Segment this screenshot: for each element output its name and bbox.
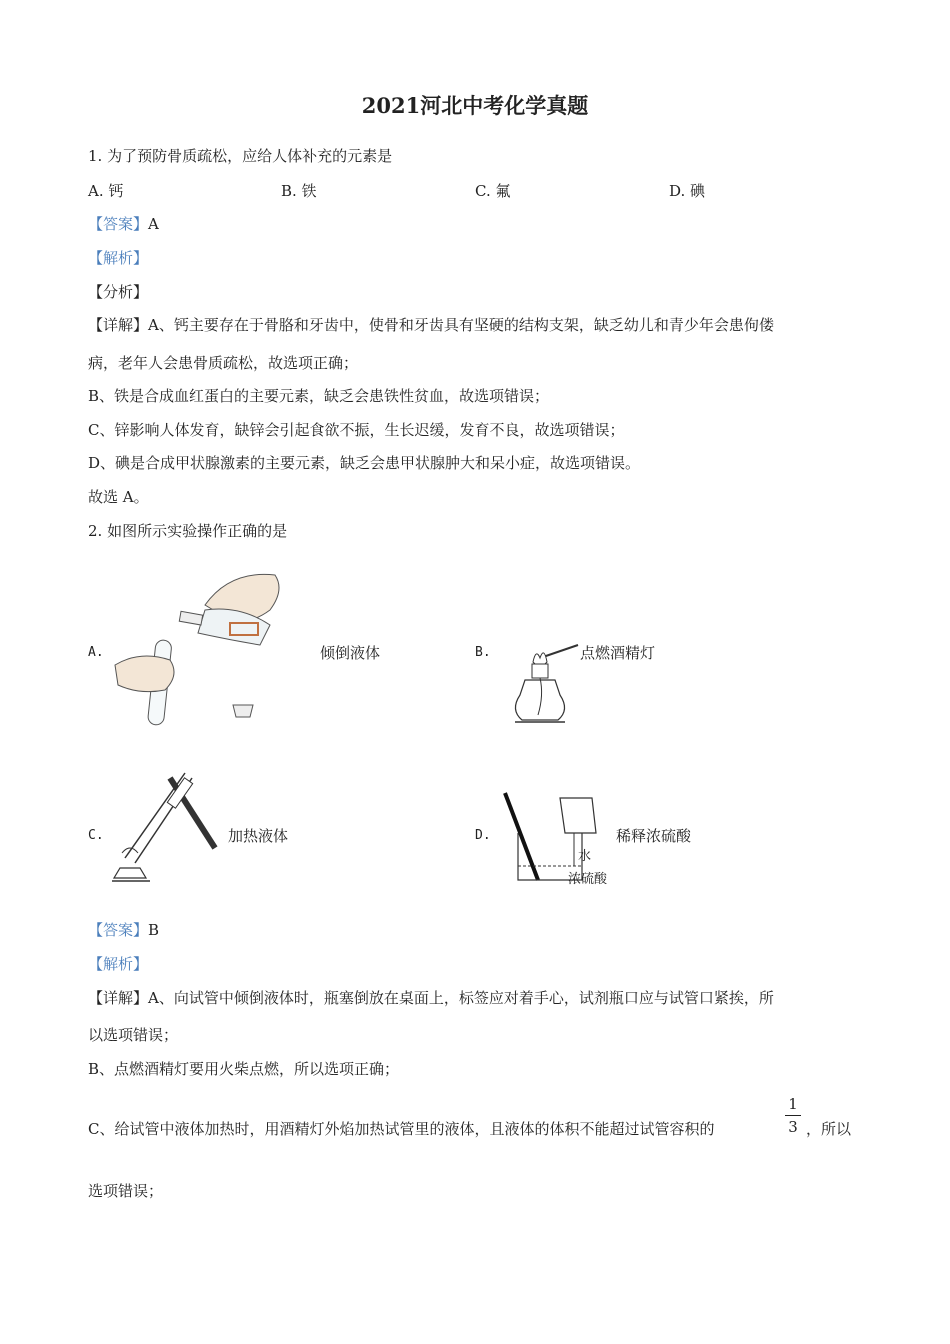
q1-option-a: A. 钙 bbox=[88, 182, 124, 200]
answer-tag: 【答案】 bbox=[88, 921, 149, 939]
q1-detail-line: 【详解】A、钙主要存在于骨胳和牙齿中，使骨和牙齿具有坚硬的结构支架，缺乏幼儿和青少年会患佝偻 bbox=[88, 316, 774, 334]
figure-c-heating-liquid bbox=[110, 768, 225, 888]
q1-option-d: D. 碘 bbox=[669, 182, 706, 200]
q1-detail-line: 故选 A。 bbox=[88, 488, 149, 506]
q2-detail-line: B、点燃酒精灯要用火柴点燃，所以选项正确； bbox=[88, 1060, 400, 1078]
answer-value: A bbox=[148, 215, 159, 233]
figure-b-letter: B. bbox=[475, 645, 491, 660]
q1-option-b: B. 铁 bbox=[281, 182, 317, 200]
q2-detail-line: 【详解】A、向试管中倾倒液体时，瓶塞倒放在桌面上，标签应对着手心，试剂瓶口应与试管口紧挨，所 bbox=[88, 989, 774, 1007]
q1-analysis-tag: 【解析】 bbox=[88, 249, 149, 267]
q1-fenxi-tag: 【分析】 bbox=[88, 283, 149, 301]
fraction-bar bbox=[785, 1115, 801, 1116]
q2-detail-line: 以选项错误； bbox=[88, 1026, 179, 1044]
q1-answer-line bbox=[88, 214, 159, 234]
q1-option-c: C. 氟 bbox=[475, 182, 511, 200]
q2-answer-line bbox=[88, 920, 159, 940]
q1-detail-line: C、锌影响人体发育，缺锌会引起食欲不振，生长迟缓，发育不良，故选项错误； bbox=[88, 421, 625, 439]
figure-b-caption: 点燃酒精灯 bbox=[580, 644, 656, 662]
q2-detail-line-c bbox=[88, 1119, 714, 1139]
figure-d-label-acid: 浓硫酸 bbox=[568, 872, 608, 887]
figure-d-letter: D. bbox=[475, 828, 491, 843]
figure-a-letter: A. bbox=[88, 645, 104, 660]
q2-detail-line-c-cont: 选项错误； bbox=[88, 1182, 164, 1200]
q1-detail-line: B、铁是合成血红蛋白的主要元素，缺乏会患铁性贫血，故选项错误； bbox=[88, 387, 550, 405]
q1-detail-line: D、碘是合成甲状腺激素的主要元素，缺乏会患甲状腺肿大和呆小症，故选项错误。 bbox=[88, 454, 641, 472]
page-title: 2021河北中考化学真题 bbox=[361, 93, 589, 118]
figure-b-alcohol-lamp bbox=[500, 640, 580, 730]
figure-d-caption: 稀释浓硫酸 bbox=[616, 827, 692, 845]
figure-d-label-water: 水 bbox=[578, 849, 592, 864]
q2-line-c-after: ，所以 bbox=[806, 1120, 852, 1138]
q2-analysis-tag: 【解析】 bbox=[88, 955, 149, 973]
answer-value: B bbox=[148, 921, 160, 939]
fraction-numerator: 1 bbox=[788, 1095, 798, 1113]
fraction-one-third bbox=[785, 1095, 801, 1136]
q2-line-c-text: C、给试管中液体加热时，用酒精灯外焰加热试管里的液体，且液体的体积不能超过试管容积的 bbox=[88, 1120, 715, 1138]
fraction-denominator: 3 bbox=[788, 1118, 798, 1136]
q1-detail-line: 病，老年人会患骨质疏松，故选项正确； bbox=[88, 354, 359, 372]
q2-stem: 2. 如图所示实验操作正确的是 bbox=[88, 522, 288, 540]
figure-c-letter: C. bbox=[88, 828, 104, 843]
q1-stem: 1. 为了预防骨质疏松，应给人体补充的元素是 bbox=[88, 147, 393, 165]
answer-tag: 【答案】 bbox=[88, 215, 149, 233]
figure-a-caption: 倾倒液体 bbox=[320, 644, 381, 662]
figure-c-caption: 加热液体 bbox=[228, 827, 289, 845]
figure-a-pouring-liquid bbox=[110, 565, 310, 735]
